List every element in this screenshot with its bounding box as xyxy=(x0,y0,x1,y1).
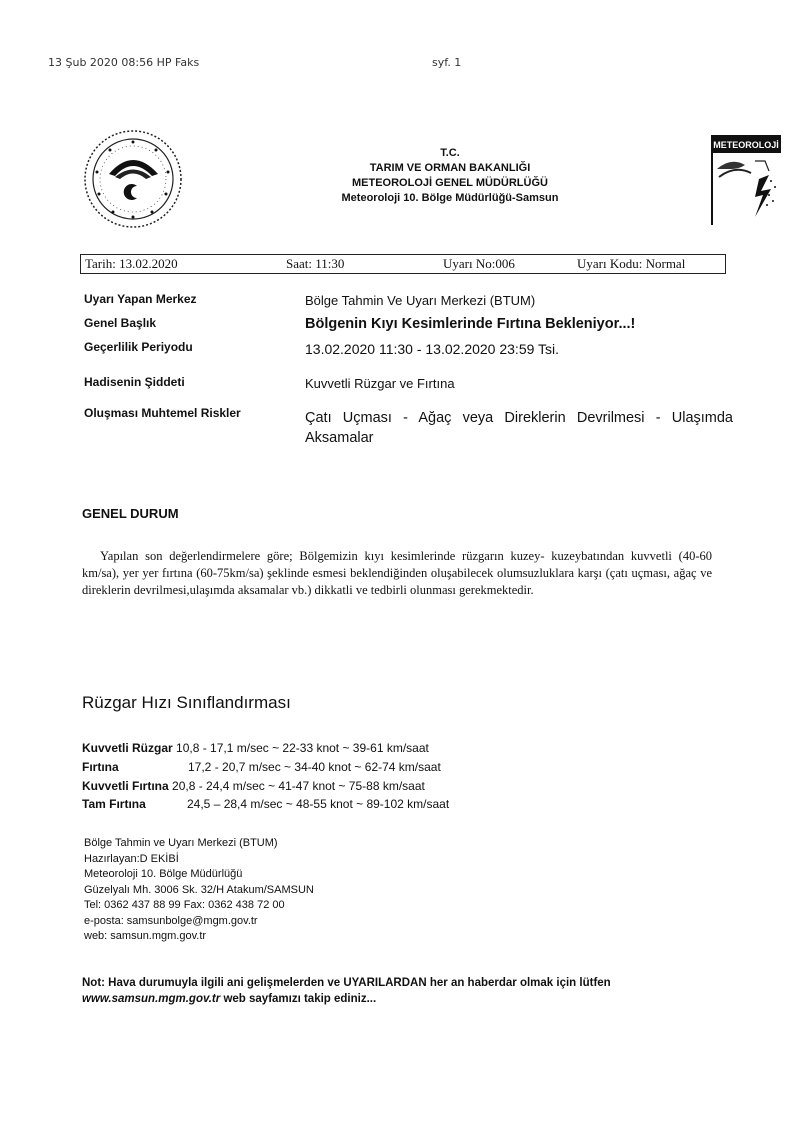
contact-block xyxy=(84,836,314,945)
header-tc: T.C. xyxy=(440,147,460,159)
value-genel-baslik: Bölgenin Kıyı Kesimlerinde Fırtına Bekleniyor...! xyxy=(305,316,636,332)
note-prefix: Not: Hava durumuyla ilgili ani gelişmelerden ve UYARILARDAN her an haberdar olmak için lütfen xyxy=(82,977,611,989)
saat: Saat: 11:30 xyxy=(286,256,345,271)
meteorology-logo-text: METEOROLOJİ xyxy=(713,140,779,150)
label-uyari-yapan-merkez: Uyarı Yapan Merkez xyxy=(84,292,197,306)
label-riskler: Oluşması Muhtemel Riskler xyxy=(84,406,241,420)
wind-class-range: 10,8 - 17,1 m/sec ~ 22-33 knot ~ 39-61 km/saat xyxy=(176,741,429,755)
warning-info-bar xyxy=(80,254,726,274)
tarih: Tarih: 13.02.2020 xyxy=(85,256,178,271)
uyari-kodu: Uyarı Kodu: Normal xyxy=(577,256,686,271)
fax-date: 13 Şub 2020 08:56 HP Faks xyxy=(48,56,200,69)
header-region: Meteoroloji 10. Bölge Müdürlüğü-Samsun xyxy=(341,192,559,204)
wind-class-name: Tam Fırtına xyxy=(82,797,146,811)
document-header xyxy=(270,146,630,206)
label-hadisenin-siddeti: Hadisenin Şiddeti xyxy=(84,375,185,389)
wind-row xyxy=(82,779,425,793)
genel-durum-text: Yapılan son değerlendirmelere göre; Bölgemizin kıyı kesimlerinde rüzgarın kuzey- kuzeybatından kuvvetli (40-60 km/sa), yer yer fırtına (60-75km/sa) şeklinde esmesi beklendiğinden oluşabilecek olumsuzluklara karşı (çatı uçması, ağaç ve direklerin devrilmesi,ulaşımda aksamalar vb.) dikkatli ve tedbirli olunması gerekmektedir. xyxy=(82,549,712,597)
wind-row xyxy=(82,741,429,755)
contact-phone: Tel: 0362 437 88 99 Fax: 0362 438 72 00 xyxy=(84,899,285,911)
wind-row xyxy=(82,760,441,774)
wind-class-name: Kuvvetli Rüzgar xyxy=(82,741,173,755)
contact-address: Güzelyalı Mh. 3006 Sk. 32/H Atakum/SAMSUN xyxy=(84,883,314,896)
value-riskler: Çatı Uçması - Ağaç veya Direklerin Devrilmesi - Ulaşımda Aksamalar xyxy=(305,410,733,446)
wind-class-range: 20,8 - 24,4 m/sec ~ 41-47 knot ~ 75-88 km/saat xyxy=(172,779,425,793)
footer-note xyxy=(82,975,742,1007)
value-hadisenin-siddeti: Kuvvetli Rüzgar ve Fırtına xyxy=(305,376,455,391)
wind-class-range: 24,5 – 28,4 m/sec ~ 48-55 knot ~ 89-102 km/saat xyxy=(187,797,450,811)
contact-directorate: Meteoroloji 10. Bölge Müdürlüğü xyxy=(84,868,243,880)
contact-center: Bölge Tahmin ve Uyarı Merkezi (BTUM) xyxy=(84,837,278,849)
wind-class-range: 17,2 - 20,7 m/sec ~ 34-40 knot ~ 62-74 km/saat xyxy=(188,760,441,774)
label-genel-baslik: Genel Başlık xyxy=(84,316,157,330)
wind-class-name: Fırtına xyxy=(82,760,119,774)
contact-prepared-by: Hazırlayan:D EKİBİ xyxy=(84,852,179,865)
section-title-wind: Rüzgar Hızı Sınıflandırması xyxy=(82,693,291,712)
section-title-genel-durum: GENEL DURUM xyxy=(82,506,179,521)
contact-email[interactable]: e-posta: samsunbolge@mgm.gov.tr xyxy=(84,914,258,927)
label-gecerlilik-periyodu: Geçerlilik Periyodu xyxy=(84,340,193,354)
fax-page: syf. 1 xyxy=(432,56,462,69)
header-directorate: METEOROLOJİ GENEL MÜDÜRLÜĞÜ xyxy=(352,177,548,189)
value-uyari-yapan-merkez: Bölge Tahmin Ve Uyarı Merkezi (BTUM) xyxy=(305,293,536,308)
note-link[interactable]: www.samsun.mgm.gov.tr xyxy=(82,993,221,1005)
header-ministry: TARIM VE ORMAN BAKANLIĞI xyxy=(369,162,531,174)
wind-class-name: Kuvvetli Fırtına xyxy=(82,779,169,793)
ministry-logo xyxy=(82,128,184,230)
uyari-no: Uyarı No:006 xyxy=(443,256,515,271)
contact-web[interactable]: web: samsun.mgm.gov.tr xyxy=(84,930,207,942)
wind-row xyxy=(82,797,449,811)
meteorology-logo xyxy=(711,135,781,225)
note-suffix: web sayfamızı takip ediniz... xyxy=(220,993,377,1005)
value-gecerlilik-periyodu: 13.02.2020 11:30 - 13.02.2020 23:59 Tsi. xyxy=(305,341,560,357)
